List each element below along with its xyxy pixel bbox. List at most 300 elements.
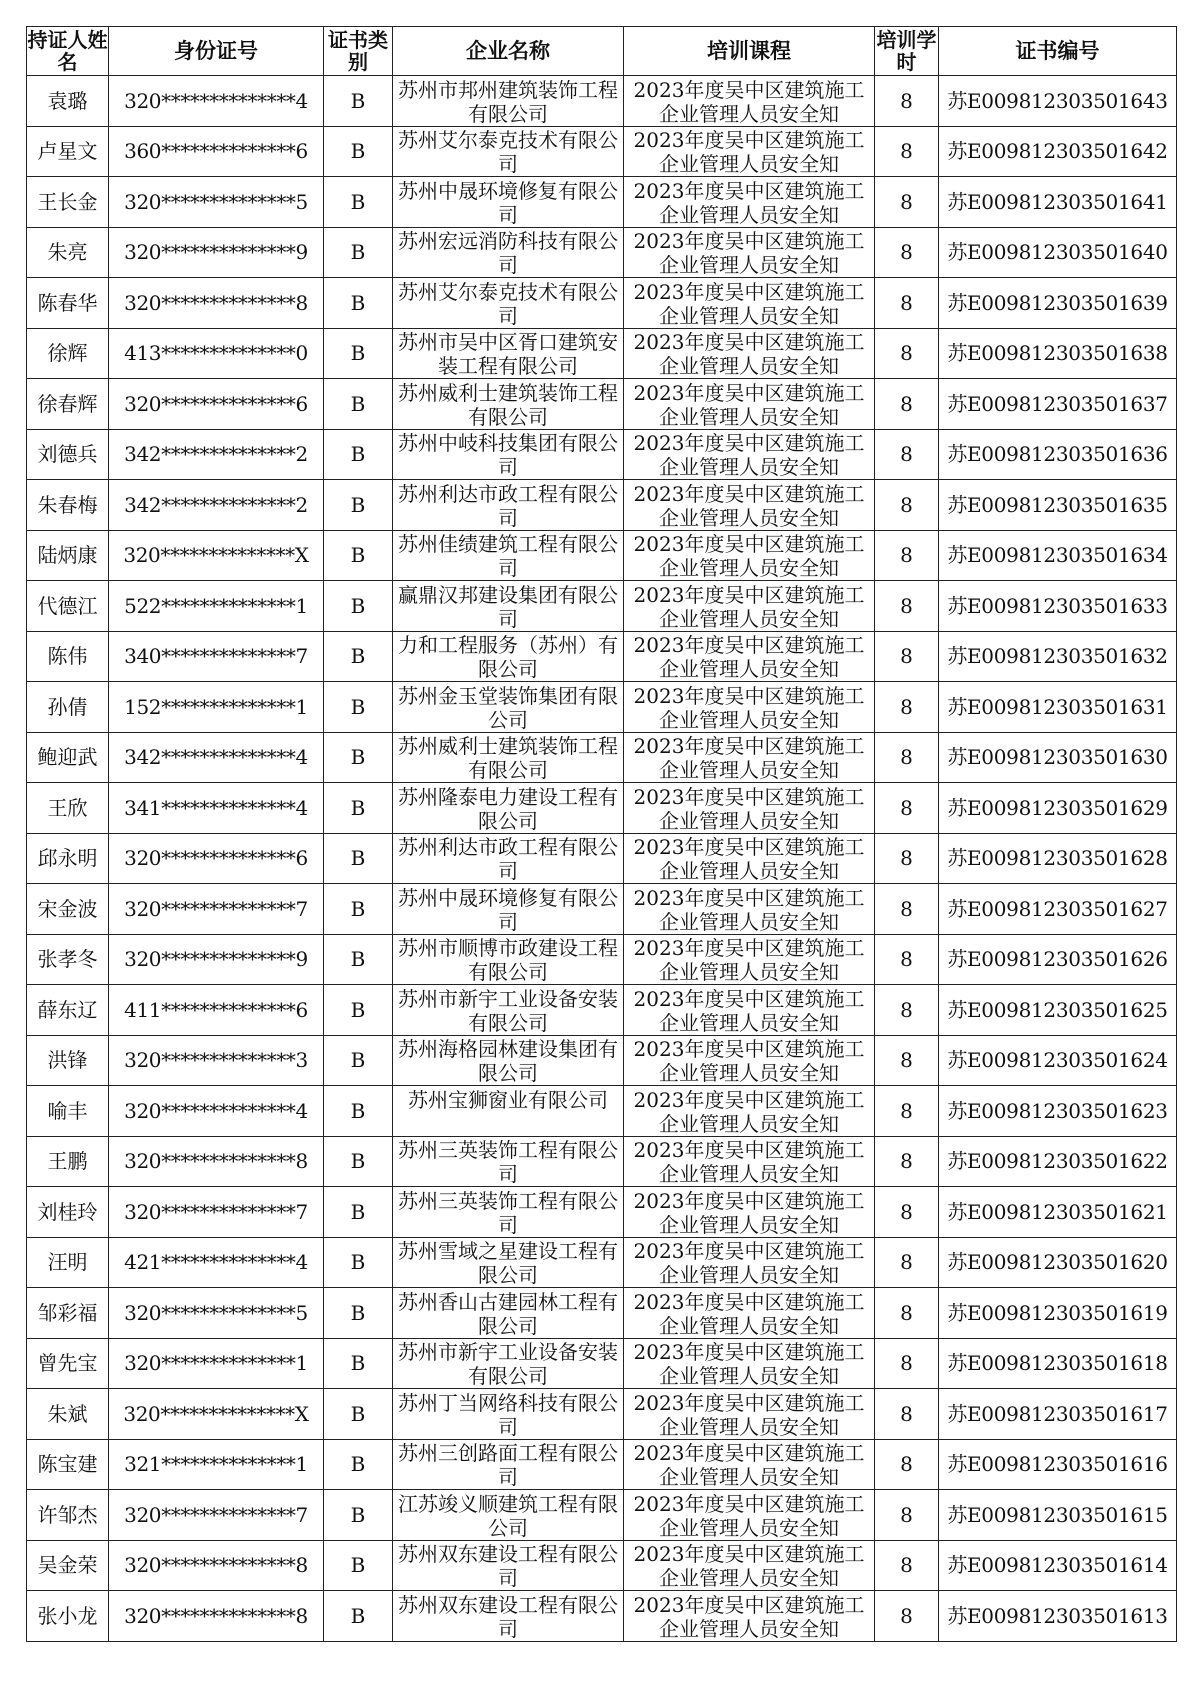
table-row — [27, 1237, 1177, 1288]
company-name-cell — [393, 1086, 624, 1137]
training-hours-cell: 8 — [875, 227, 939, 278]
id-number-cell: 320**************9 — [109, 934, 324, 985]
training-course: 2023年度吴中区建筑施工企业管理人员安全知 — [633, 481, 865, 528]
holder-name-cell: 汪明 — [27, 1237, 109, 1288]
holder-name-cell: 薛东辽 — [27, 985, 109, 1036]
training-hours-cell: 8 — [875, 429, 939, 480]
certificate-type-cell: B — [324, 1540, 393, 1591]
company-name: 苏州宏远消防科技有限公司 — [398, 229, 618, 276]
certificate-number-cell: 苏E009812303501621 — [939, 1187, 1177, 1238]
table-row — [27, 530, 1177, 581]
certificate-type-cell: B — [324, 76, 393, 127]
certificate-number-cell: 苏E009812303501634 — [939, 530, 1177, 581]
certificate-number-cell: 苏E009812303501624 — [939, 1035, 1177, 1086]
table-row — [27, 1136, 1177, 1187]
company-name: 苏州市新宇工业设备安装有限公司 — [398, 1340, 618, 1387]
training-course: 2023年度吴中区建筑施工企业管理人员安全知 — [633, 1289, 865, 1336]
training-course: 2023年度吴中区建筑施工企业管理人员安全知 — [633, 1441, 865, 1488]
id-number-cell: 320**************1 — [109, 1338, 324, 1389]
training-course-cell — [624, 76, 875, 127]
certificate-number-cell: 苏E009812303501636 — [939, 429, 1177, 480]
training-course-cell — [624, 631, 875, 682]
id-number-cell: 342**************2 — [109, 429, 324, 480]
certificate-number-cell: 苏E009812303501615 — [939, 1490, 1177, 1541]
certificate-number-cell: 苏E009812303501632 — [939, 631, 1177, 682]
id-number-cell: 320**************4 — [109, 1086, 324, 1137]
training-course: 2023年度吴中区建筑施工企业管理人员安全知 — [633, 633, 865, 680]
id-number-cell: 413**************0 — [109, 328, 324, 379]
table-row — [27, 581, 1177, 632]
company-name: 苏州中晟环境修复有限公司 — [398, 885, 618, 932]
header-training-course: 培训课程 — [624, 27, 875, 76]
company-name-cell — [393, 1237, 624, 1288]
holder-name-cell: 宋金波 — [27, 884, 109, 935]
company-name: 苏州艾尔泰克技术有限公司 — [398, 279, 618, 326]
id-number-cell: 320**************4 — [109, 76, 324, 127]
training-hours-cell: 8 — [875, 631, 939, 682]
company-name-cell — [393, 934, 624, 985]
table-row — [27, 833, 1177, 884]
training-course-cell — [624, 783, 875, 834]
table-row — [27, 631, 1177, 682]
table-row — [27, 1439, 1177, 1490]
certificate-number-cell: 苏E009812303501623 — [939, 1086, 1177, 1137]
training-hours-cell: 8 — [875, 1540, 939, 1591]
company-name: 苏州佳绩建筑工程有限公司 — [398, 532, 618, 579]
company-name-cell — [393, 833, 624, 884]
certificate-type-cell: B — [324, 480, 393, 531]
id-number-cell: 522**************1 — [109, 581, 324, 632]
training-course-cell — [624, 278, 875, 329]
certificate-type-cell: B — [324, 1086, 393, 1137]
company-name-cell — [393, 177, 624, 228]
certificate-number-cell: 苏E009812303501614 — [939, 1540, 1177, 1591]
table-row — [27, 227, 1177, 278]
header-training-hours: 培训学时 — [876, 28, 937, 74]
training-course-cell — [624, 1591, 875, 1642]
certificate-number-cell: 苏E009812303501619 — [939, 1288, 1177, 1339]
training-course: 2023年度吴中区建筑施工企业管理人员安全知 — [633, 1138, 865, 1185]
table-row — [27, 278, 1177, 329]
holder-name-cell: 张孝冬 — [27, 934, 109, 985]
certificate-table — [26, 26, 1177, 1642]
id-number-cell: 320**************8 — [109, 278, 324, 329]
training-course: 2023年度吴中区建筑施工企业管理人员安全知 — [633, 1239, 865, 1286]
training-hours-cell: 8 — [875, 1338, 939, 1389]
certificate-type-cell: B — [324, 177, 393, 228]
table-row — [27, 1490, 1177, 1541]
training-course: 2023年度吴中区建筑施工企业管理人员安全知 — [633, 986, 865, 1033]
company-name: 苏州市邦州建筑装饰工程有限公司 — [398, 77, 618, 124]
certificate-number-cell: 苏E009812303501622 — [939, 1136, 1177, 1187]
table-row — [27, 429, 1177, 480]
certificate-type-cell: B — [324, 1237, 393, 1288]
certificate-type-cell: B — [324, 1389, 393, 1440]
certificate-type-cell: B — [324, 1439, 393, 1490]
id-number-cell: 421**************4 — [109, 1237, 324, 1288]
company-name: 苏州威利士建筑装饰工程有限公司 — [398, 734, 618, 781]
holder-name-cell: 鲍迎武 — [27, 732, 109, 783]
training-course-cell — [624, 884, 875, 935]
certificate-number-cell: 苏E009812303501616 — [939, 1439, 1177, 1490]
company-name-cell — [393, 1338, 624, 1389]
company-name-cell — [393, 1187, 624, 1238]
company-name-cell — [393, 1439, 624, 1490]
company-name-cell — [393, 328, 624, 379]
training-hours-cell: 8 — [875, 833, 939, 884]
id-number-cell: 342**************4 — [109, 732, 324, 783]
id-number-cell: 341**************4 — [109, 783, 324, 834]
holder-name-cell: 许邹杰 — [27, 1490, 109, 1541]
training-course: 2023年度吴中区建筑施工企业管理人员安全知 — [633, 178, 865, 225]
id-number-cell: 411**************6 — [109, 985, 324, 1036]
id-number-cell: 320**************3 — [109, 1035, 324, 1086]
id-number-cell: 320**************9 — [109, 227, 324, 278]
training-course: 2023年度吴中区建筑施工企业管理人员安全知 — [633, 734, 865, 781]
id-number-cell: 321**************1 — [109, 1439, 324, 1490]
certificate-number-cell: 苏E009812303501630 — [939, 732, 1177, 783]
id-number-cell: 342**************2 — [109, 480, 324, 531]
company-name-cell — [393, 682, 624, 733]
id-number-cell: 320**************5 — [109, 177, 324, 228]
training-hours-cell: 8 — [875, 581, 939, 632]
holder-name-cell: 张小龙 — [27, 1591, 109, 1642]
holder-name-cell: 徐春辉 — [27, 379, 109, 430]
company-name: 苏州丁当网络科技有限公司 — [398, 1390, 618, 1437]
company-name: 苏州三英装饰工程有限公司 — [398, 1188, 618, 1235]
training-course: 2023年度吴中区建筑施工企业管理人员安全知 — [633, 784, 865, 831]
certificate-type-cell: B — [324, 1338, 393, 1389]
id-number-cell: 320**************X — [109, 530, 324, 581]
certificate-type-cell: B — [324, 783, 393, 834]
company-name: 苏州市新宇工业设备安装有限公司 — [398, 986, 618, 1033]
certificate-type-cell: B — [324, 227, 393, 278]
table-row — [27, 1389, 1177, 1440]
company-name-cell — [393, 985, 624, 1036]
header-id-number: 身份证号 — [109, 27, 324, 76]
company-name: 赢鼎汉邦建设集团有限公司 — [398, 582, 618, 629]
certificate-number-cell: 苏E009812303501617 — [939, 1389, 1177, 1440]
training-course: 2023年度吴中区建筑施工企业管理人员安全知 — [633, 229, 865, 276]
certificate-type-cell: B — [324, 1288, 393, 1339]
table-header — [27, 27, 1177, 76]
training-course: 2023年度吴中区建筑施工企业管理人员安全知 — [633, 885, 865, 932]
training-course-cell — [624, 682, 875, 733]
company-name-cell — [393, 884, 624, 935]
table-row — [27, 76, 1177, 127]
certificate-type-cell: B — [324, 278, 393, 329]
company-name: 苏州利达市政工程有限公司 — [398, 835, 618, 882]
company-name: 苏州中晟环境修复有限公司 — [398, 178, 618, 225]
table-row — [27, 934, 1177, 985]
training-course-cell — [624, 1086, 875, 1137]
table-row — [27, 1338, 1177, 1389]
company-name: 江苏竣义顺建筑工程有限公司 — [398, 1491, 618, 1538]
holder-name-cell: 代德江 — [27, 581, 109, 632]
company-name: 苏州三创路面工程有限公司 — [398, 1441, 618, 1488]
table-row — [27, 1591, 1177, 1642]
id-number-cell: 320**************5 — [109, 1288, 324, 1339]
company-name-cell — [393, 76, 624, 127]
training-course: 2023年度吴中区建筑施工企业管理人员安全知 — [633, 835, 865, 882]
holder-name-cell: 王欣 — [27, 783, 109, 834]
certificate-number-cell: 苏E009812303501625 — [939, 985, 1177, 1036]
holder-name-cell: 刘德兵 — [27, 429, 109, 480]
training-course-cell — [624, 1389, 875, 1440]
training-course: 2023年度吴中区建筑施工企业管理人员安全知 — [633, 1340, 865, 1387]
holder-name-cell: 袁璐 — [27, 76, 109, 127]
company-name: 苏州宝狮窗业有限公司 — [408, 1087, 608, 1112]
table-row — [27, 732, 1177, 783]
certificate-type-cell: B — [324, 1591, 393, 1642]
company-name-cell — [393, 1490, 624, 1541]
certificate-type-cell: B — [324, 530, 393, 581]
holder-name-cell: 朱春梅 — [27, 480, 109, 531]
certificate-type-cell: B — [324, 126, 393, 177]
training-course: 2023年度吴中区建筑施工企业管理人员安全知 — [633, 1390, 865, 1437]
training-course-cell — [624, 581, 875, 632]
holder-name-cell: 朱斌 — [27, 1389, 109, 1440]
certificate-number-cell: 苏E009812303501626 — [939, 934, 1177, 985]
training-hours-cell: 8 — [875, 278, 939, 329]
training-hours-cell: 8 — [875, 379, 939, 430]
certificate-number-cell: 苏E009812303501642 — [939, 126, 1177, 177]
table-row — [27, 480, 1177, 531]
training-course: 2023年度吴中区建筑施工企业管理人员安全知 — [633, 380, 865, 427]
table-row — [27, 1086, 1177, 1137]
company-name-cell — [393, 429, 624, 480]
certificate-type-cell: B — [324, 1490, 393, 1541]
holder-name-cell: 曾先宝 — [27, 1338, 109, 1389]
training-course-cell — [624, 177, 875, 228]
training-hours-cell: 8 — [875, 1237, 939, 1288]
id-number-cell: 320**************6 — [109, 833, 324, 884]
holder-name-cell: 邹彩福 — [27, 1288, 109, 1339]
training-course: 2023年度吴中区建筑施工企业管理人员安全知 — [633, 936, 865, 983]
certificate-number-cell: 苏E009812303501627 — [939, 884, 1177, 935]
holder-name-cell: 陈伟 — [27, 631, 109, 682]
id-number-cell: 320**************8 — [109, 1136, 324, 1187]
company-name-cell — [393, 1035, 624, 1086]
training-course: 2023年度吴中区建筑施工企业管理人员安全知 — [633, 77, 865, 124]
id-number-cell: 360**************6 — [109, 126, 324, 177]
company-name: 苏州海格园林建设集团有限公司 — [398, 1037, 618, 1084]
holder-name-cell: 王鹏 — [27, 1136, 109, 1187]
holder-name-cell: 喻丰 — [27, 1086, 109, 1137]
training-hours-cell: 8 — [875, 1439, 939, 1490]
training-course-cell — [624, 530, 875, 581]
certificate-type-cell: B — [324, 1187, 393, 1238]
id-number-cell: 320**************7 — [109, 1187, 324, 1238]
company-name-cell — [393, 581, 624, 632]
holder-name-cell: 陈宝建 — [27, 1439, 109, 1490]
table-row — [27, 682, 1177, 733]
company-name: 苏州艾尔泰克技术有限公司 — [398, 128, 618, 175]
certificate-number-cell: 苏E009812303501618 — [939, 1338, 1177, 1389]
training-course-cell — [624, 833, 875, 884]
certificate-type-cell: B — [324, 379, 393, 430]
certificate-number-cell: 苏E009812303501640 — [939, 227, 1177, 278]
holder-name-cell: 吴金荣 — [27, 1540, 109, 1591]
training-course: 2023年度吴中区建筑施工企业管理人员安全知 — [633, 1542, 865, 1589]
training-course-cell — [624, 1035, 875, 1086]
training-course: 2023年度吴中区建筑施工企业管理人员安全知 — [633, 1491, 865, 1538]
table-row — [27, 1035, 1177, 1086]
training-course-cell — [624, 379, 875, 430]
company-name: 苏州雪域之星建设工程有限公司 — [398, 1239, 618, 1286]
table-row — [27, 884, 1177, 935]
company-name: 苏州金玉堂装饰集团有限公司 — [398, 683, 618, 730]
company-name-cell — [393, 732, 624, 783]
company-name-cell — [393, 1591, 624, 1642]
training-course: 2023年度吴中区建筑施工企业管理人员安全知 — [633, 128, 865, 175]
holder-name-cell: 陆炳康 — [27, 530, 109, 581]
company-name-cell — [393, 631, 624, 682]
training-course-cell — [624, 985, 875, 1036]
holder-name-cell: 朱亮 — [27, 227, 109, 278]
holder-name-cell: 陈春华 — [27, 278, 109, 329]
table-row — [27, 1187, 1177, 1238]
company-name-cell — [393, 480, 624, 531]
certificate-type-cell: B — [324, 631, 393, 682]
training-hours-cell: 8 — [875, 126, 939, 177]
company-name: 苏州香山古建园林工程有限公司 — [398, 1289, 618, 1336]
certificate-type-cell: B — [324, 1136, 393, 1187]
company-name: 苏州市吴中区胥口建筑安装工程有限公司 — [398, 330, 618, 377]
table-row — [27, 985, 1177, 1036]
company-name: 苏州双东建设工程有限公司 — [398, 1592, 618, 1639]
certificate-number-cell: 苏E009812303501639 — [939, 278, 1177, 329]
training-course: 2023年度吴中区建筑施工企业管理人员安全知 — [633, 532, 865, 579]
training-hours-cell: 8 — [875, 177, 939, 228]
training-course: 2023年度吴中区建筑施工企业管理人员安全知 — [633, 1037, 865, 1084]
company-name: 力和工程服务（苏州）有限公司 — [398, 633, 618, 680]
id-number-cell: 320**************6 — [109, 379, 324, 430]
training-hours-cell: 8 — [875, 328, 939, 379]
header-row — [27, 27, 1177, 76]
header-certificate-type: 证书类别 — [324, 27, 393, 76]
company-name: 苏州三英装饰工程有限公司 — [398, 1138, 618, 1185]
training-course-cell — [624, 126, 875, 177]
training-course-cell — [624, 1338, 875, 1389]
certificate-type-cell: B — [324, 682, 393, 733]
table-body — [27, 76, 1177, 1642]
training-hours-cell: 8 — [875, 480, 939, 531]
table-row — [27, 1288, 1177, 1339]
id-number-cell: 320**************8 — [109, 1540, 324, 1591]
training-hours-cell: 8 — [875, 1490, 939, 1541]
training-course-cell — [624, 429, 875, 480]
training-course-cell — [624, 934, 875, 985]
holder-name-cell: 徐辉 — [27, 328, 109, 379]
company-name: 苏州隆泰电力建设工程有限公司 — [398, 784, 618, 831]
id-number-cell: 320**************7 — [109, 1490, 324, 1541]
training-hours-cell: 8 — [875, 1288, 939, 1339]
table-row — [27, 379, 1177, 430]
training-course: 2023年度吴中区建筑施工企业管理人员安全知 — [633, 1592, 865, 1639]
certificate-number-cell: 苏E009812303501628 — [939, 833, 1177, 884]
training-course: 2023年度吴中区建筑施工企业管理人员安全知 — [633, 582, 865, 629]
certificate-list-page — [26, 26, 1176, 1642]
company-name-cell — [393, 1288, 624, 1339]
company-name-cell — [393, 1389, 624, 1440]
certificate-type-cell: B — [324, 833, 393, 884]
training-course: 2023年度吴中区建筑施工企业管理人员安全知 — [633, 1188, 865, 1235]
certificate-number-cell: 苏E009812303501633 — [939, 581, 1177, 632]
holder-name-cell: 邱永明 — [27, 833, 109, 884]
holder-name-cell: 王长金 — [27, 177, 109, 228]
header-company-name: 企业名称 — [393, 27, 624, 76]
company-name-cell — [393, 278, 624, 329]
training-hours-cell: 8 — [875, 985, 939, 1036]
training-hours-cell: 8 — [875, 884, 939, 935]
certificate-number-cell: 苏E009812303501638 — [939, 328, 1177, 379]
certificate-type-cell: B — [324, 1035, 393, 1086]
holder-name-cell: 卢星文 — [27, 126, 109, 177]
training-course-cell — [624, 1136, 875, 1187]
certificate-type-cell: B — [324, 429, 393, 480]
holder-name-cell: 刘桂玲 — [27, 1187, 109, 1238]
training-course-cell — [624, 1237, 875, 1288]
training-course-cell — [624, 328, 875, 379]
certificate-number-cell: 苏E009812303501613 — [939, 1591, 1177, 1642]
training-hours-cell: 8 — [875, 934, 939, 985]
training-course-cell — [624, 732, 875, 783]
training-hours-cell: 8 — [875, 783, 939, 834]
certificate-number-cell: 苏E009812303501635 — [939, 480, 1177, 531]
id-number-cell: 340**************7 — [109, 631, 324, 682]
training-course-cell — [624, 227, 875, 278]
training-hours-cell: 8 — [875, 682, 939, 733]
id-number-cell: 152**************1 — [109, 682, 324, 733]
training-hours-cell: 8 — [875, 1136, 939, 1187]
certificate-number-cell: 苏E009812303501620 — [939, 1237, 1177, 1288]
training-course-cell — [624, 1540, 875, 1591]
company-name-cell — [393, 126, 624, 177]
company-name: 苏州利达市政工程有限公司 — [398, 481, 618, 528]
id-number-cell: 320**************X — [109, 1389, 324, 1440]
training-course: 2023年度吴中区建筑施工企业管理人员安全知 — [633, 431, 865, 478]
training-course-cell — [624, 1439, 875, 1490]
company-name-cell — [393, 530, 624, 581]
certificate-number-cell: 苏E009812303501631 — [939, 682, 1177, 733]
certificate-number-cell: 苏E009812303501629 — [939, 783, 1177, 834]
training-course: 2023年度吴中区建筑施工企业管理人员安全知 — [633, 683, 865, 730]
certificate-type-cell: B — [324, 328, 393, 379]
training-course-cell — [624, 1187, 875, 1238]
training-hours-cell: 8 — [875, 76, 939, 127]
training-hours-cell: 8 — [875, 1187, 939, 1238]
company-name-cell — [393, 1540, 624, 1591]
table-row — [27, 1540, 1177, 1591]
training-course-cell — [624, 1288, 875, 1339]
training-course: 2023年度吴中区建筑施工企业管理人员安全知 — [633, 1087, 865, 1134]
certificate-type-cell: B — [324, 985, 393, 1036]
training-course-cell — [624, 480, 875, 531]
certificate-type-cell: B — [324, 732, 393, 783]
training-course-cell — [624, 1490, 875, 1541]
training-hours-cell: 8 — [875, 732, 939, 783]
company-name: 苏州市顺博市政建设工程有限公司 — [398, 936, 618, 983]
certificate-number-cell: 苏E009812303501641 — [939, 177, 1177, 228]
company-name-cell — [393, 379, 624, 430]
training-course: 2023年度吴中区建筑施工企业管理人员安全知 — [633, 330, 865, 377]
company-name-cell — [393, 1136, 624, 1187]
certificate-type-cell: B — [324, 884, 393, 935]
id-number-cell: 320**************7 — [109, 884, 324, 935]
holder-name-cell: 孙倩 — [27, 682, 109, 733]
certificate-type-cell: B — [324, 934, 393, 985]
